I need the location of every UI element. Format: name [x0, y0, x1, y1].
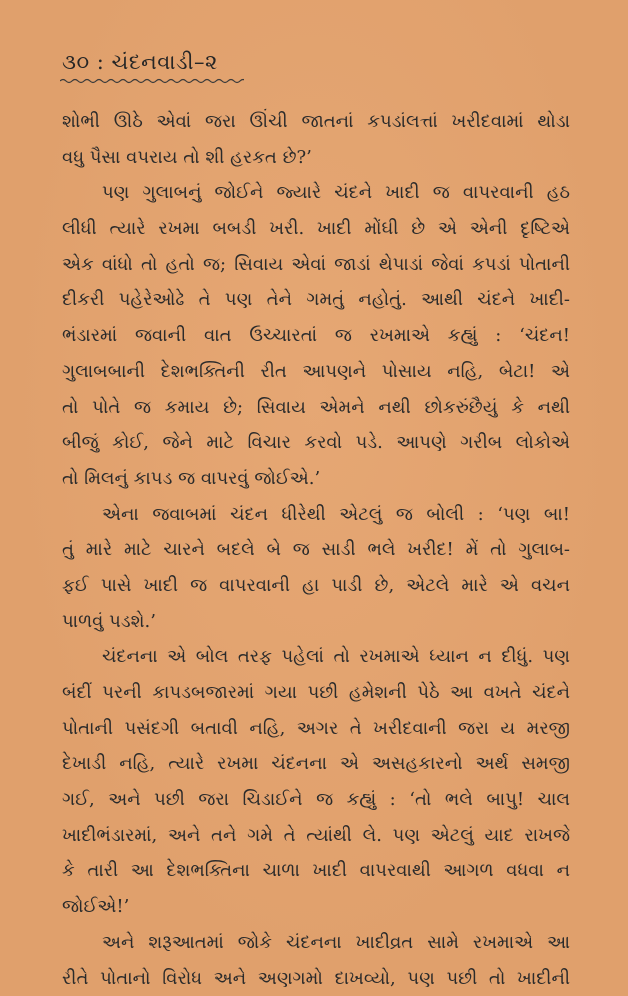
- text-line: ચંદનના એ બોલ તરફ પહેલાં તો રખમાએ ધ્યાન ન દીધું. પણ: [62, 639, 570, 675]
- text-line: પોતાની પસંદગી બતાવી નહિ, અગર તે ખરીદવાની જરા ય મરજી: [62, 711, 570, 747]
- text-line: પાળવું પડશે.’: [62, 604, 570, 640]
- header-wavy-rule: [60, 78, 244, 84]
- text-line: ખાદીભંડારમાં, અને તને ગમે તે ત્યાંથી લે. પણ એટલું યાદ રાખજે: [62, 818, 570, 854]
- text-line: તો પોતે જ કમાય છે; સિવાય એમને નથી છોકરુંછૈયું કે નથી: [62, 390, 570, 426]
- text-line: પણ ગુલાબનું જોઈને જ્યારે ચંદને ખાદી જ વાપરવાની હઠ: [62, 175, 570, 211]
- text-line: એક વાંધો તો હતો જ; સિવાય એવાં જાડાં થેપાડાં જેવાં કપડાં પોતાની: [62, 247, 570, 283]
- text-line: દેખાડી નહિ, ત્યારે રખમા ચંદનના એ અસહકારનો અર્થ સમજી: [62, 746, 570, 782]
- page-body-text: [62, 104, 570, 996]
- text-line: શોભી ઊઠે એવાં જરા ઊંચી જાતનાં કપડાંલત્તાં ખરીદવામાં થોડા: [62, 104, 570, 140]
- text-line: ગઈ, અને પછી જરા ચિડાઈને જ કહ્યું : ‘તો ભલે બાપુ! ચાલ: [62, 782, 570, 818]
- text-line: લીધી ત્યારે રખમા બબડી ખરી. ખાદી મોંઘી છે એ એની દૃષ્ટિએ: [62, 211, 570, 247]
- text-line: અને શરૂઆતમાં જોકે ચંદનના ખાદીવ્રત સામે રખમાએ આ: [62, 925, 570, 961]
- text-line: તો મિલનું કાપડ જ વાપરવું જોઈએ.’: [62, 461, 570, 497]
- text-line: એના જવાબમાં ચંદન ધીરેથી એટલું જ બોલી : ‘પણ બા!: [62, 497, 570, 533]
- running-header: ૩૦ : ચંદનવાડી–૨: [62, 50, 218, 75]
- text-line: વધુ પૈસા વપરાય તો શી હરકત છે?’: [62, 140, 570, 176]
- text-line: તું મારે માટે ચારને બદલે બે જ સાડી ભલે ખરીદ! મેં તો ગુલાબ-: [62, 532, 570, 568]
- text-line: બીજું કોઈ, જેને માટે વિચાર કરવો પડે. આપણે ગરીબ લોકોએ: [62, 425, 570, 461]
- text-line: દીકરી પહેરેઓઢે તે પણ તેને ગમતું નહોતું. આથી ચંદને ખાદી-: [62, 282, 570, 318]
- text-line: જોઈએ!’: [62, 889, 570, 925]
- text-line: ભંડારમાં જવાની વાત ઉચ્ચારતાં જ રખમાએ કહ્યું : ‘ચંદન!: [62, 318, 570, 354]
- text-line: કે તારી આ દેશભક્તિના ચાળા ખાદી વાપરવાથી આગળ વધવા ન: [62, 853, 570, 889]
- text-line: બંદીં પરની કાપડબજારમાં ગયા પછી હમેશની પેઠે આ વખતે ચંદને: [62, 675, 570, 711]
- text-line: ફઈ પાસે ખાદી જ વાપરવાની હા પાડી છે, એટલે મારે એ વચન: [62, 568, 570, 604]
- text-line: ગુલાબબાની દેશભક્તિની રીત આપણને પોસાય નહિ, બેટા! એ: [62, 354, 570, 390]
- text-line: રીતે પોતાનો વિરોધ અને અણગમો દાખવ્યો, પણ પછી તો ખાદીની: [62, 961, 570, 996]
